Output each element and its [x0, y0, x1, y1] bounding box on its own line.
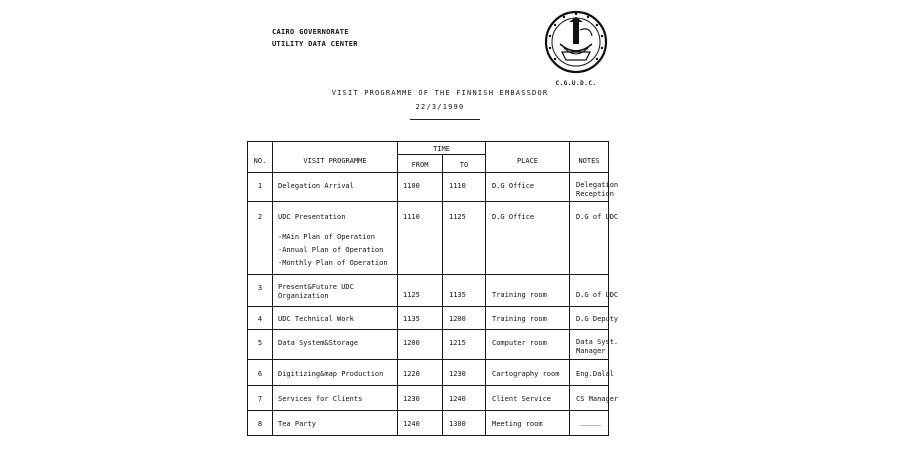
header-from: FROM — [411, 161, 429, 169]
row-4-no: 4 — [257, 315, 263, 323]
header-time: TIME — [433, 145, 450, 153]
row-6-from: 1220 — [403, 370, 420, 378]
seal-caption: C.G.U.D.C. — [555, 80, 597, 87]
row-3-notes: D.G of UDC — [576, 291, 619, 299]
row-6-notes: Eng.Dalal — [576, 370, 614, 378]
column-divider — [485, 141, 486, 436]
row-1-to: 1110 — [449, 182, 466, 190]
row-8-no: 8 — [257, 420, 263, 428]
row-1-no: 1 — [257, 182, 263, 190]
row-1-from: 1100 — [403, 182, 420, 190]
row-2-no: 2 — [257, 213, 263, 221]
row-divider — [247, 329, 609, 330]
row-5-no: 5 — [257, 339, 263, 347]
row-3-no: 3 — [257, 284, 263, 292]
column-divider — [272, 141, 273, 436]
row-divider — [247, 201, 609, 202]
column-divider — [442, 154, 443, 436]
row-2-sub-item: -Monthly Plan of Operation — [278, 259, 388, 267]
row-4-notes: D.G Deputy — [576, 315, 619, 323]
row-divider — [247, 385, 609, 386]
row-5-programme: Data System&Storage — [278, 339, 359, 347]
header-notes: NOTES — [578, 157, 600, 165]
row-7-to: 1240 — [449, 395, 466, 403]
row-1-programme: Delegation Arrival — [278, 182, 354, 190]
row-2-programme: UDC Presentation — [278, 213, 346, 221]
row-4-programme: UDC Technical Work — [278, 315, 354, 323]
row-7-place: Client Service — [492, 395, 552, 403]
row-1-notes-line-2: Reception — [576, 190, 614, 198]
row-divider — [247, 274, 609, 275]
row-7-from: 1230 — [403, 395, 420, 403]
row-2-from: 1110 — [403, 213, 420, 221]
row-divider — [247, 306, 609, 307]
row-6-programme: Digitizing&map Production — [278, 370, 384, 378]
row-4-place: Training room — [492, 315, 547, 323]
org-line-2: UTILITY DATA CENTER — [272, 40, 358, 48]
row-5-from: 1200 — [403, 339, 420, 347]
row-5-notes-line-1: Data Syst. — [576, 338, 619, 346]
row-2-sub-item: -MAin Plan of Operation — [278, 233, 375, 241]
table-border-top — [247, 141, 609, 142]
row-2-to: 1125 — [449, 213, 466, 221]
row-3-programme-line-2: Organization — [278, 292, 329, 300]
row-7-notes: CS Manager — [576, 395, 619, 403]
row-5-to: 1215 — [449, 339, 466, 347]
row-3-from: 1125 — [403, 291, 420, 299]
row-8-from: 1240 — [403, 420, 420, 428]
table-border-bottom — [247, 435, 609, 436]
org-line-1: CAIRO GOVERNORATE — [272, 28, 349, 36]
row-1-place: D.G Office — [492, 182, 535, 190]
row-1-notes-line-1: Delegation — [576, 181, 619, 189]
row-divider — [247, 359, 609, 360]
document-date: 22/3/1990 — [415, 103, 465, 111]
row-6-no: 6 — [257, 370, 263, 378]
column-divider — [397, 141, 398, 436]
row-8-place: Meeting room — [492, 420, 543, 428]
header-bottom-rule — [247, 172, 609, 173]
header-programme: VISIT PROGRAMME — [303, 157, 367, 165]
row-8-programme: Tea Party — [278, 420, 316, 428]
row-4-to: 1200 — [449, 315, 466, 323]
column-divider — [569, 141, 570, 436]
row-5-place: Computer room — [492, 339, 547, 347]
row-8-notes: _____ — [580, 418, 602, 426]
row-6-place: Cartography room — [492, 370, 560, 378]
row-divider — [247, 410, 609, 411]
row-3-place: Training room — [492, 291, 547, 299]
row-7-programme: Services for Clients — [278, 395, 363, 403]
row-3-programme-line-1: Present&Future UDC — [278, 283, 354, 291]
row-7-no: 7 — [257, 395, 263, 403]
row-4-from: 1135 — [403, 315, 420, 323]
row-2-place: D.G Office — [492, 213, 535, 221]
row-8-to: 1300 — [449, 420, 466, 428]
row-2-notes: D.G of UDC — [576, 213, 619, 221]
time-header-divider — [397, 154, 485, 155]
row-5-notes-line-2: Manager — [576, 347, 606, 355]
header-place: PLACE — [516, 157, 539, 165]
row-6-to: 1230 — [449, 370, 466, 378]
header-no: NO. — [253, 157, 267, 165]
row-3-to: 1135 — [449, 291, 466, 299]
document-title: VISIT PROGRAMME OF THE FINNISH EMBASSDOR — [331, 89, 549, 97]
header-to: TO — [459, 161, 469, 169]
row-2-sub-item: -Annual Plan of Operation — [278, 246, 384, 254]
